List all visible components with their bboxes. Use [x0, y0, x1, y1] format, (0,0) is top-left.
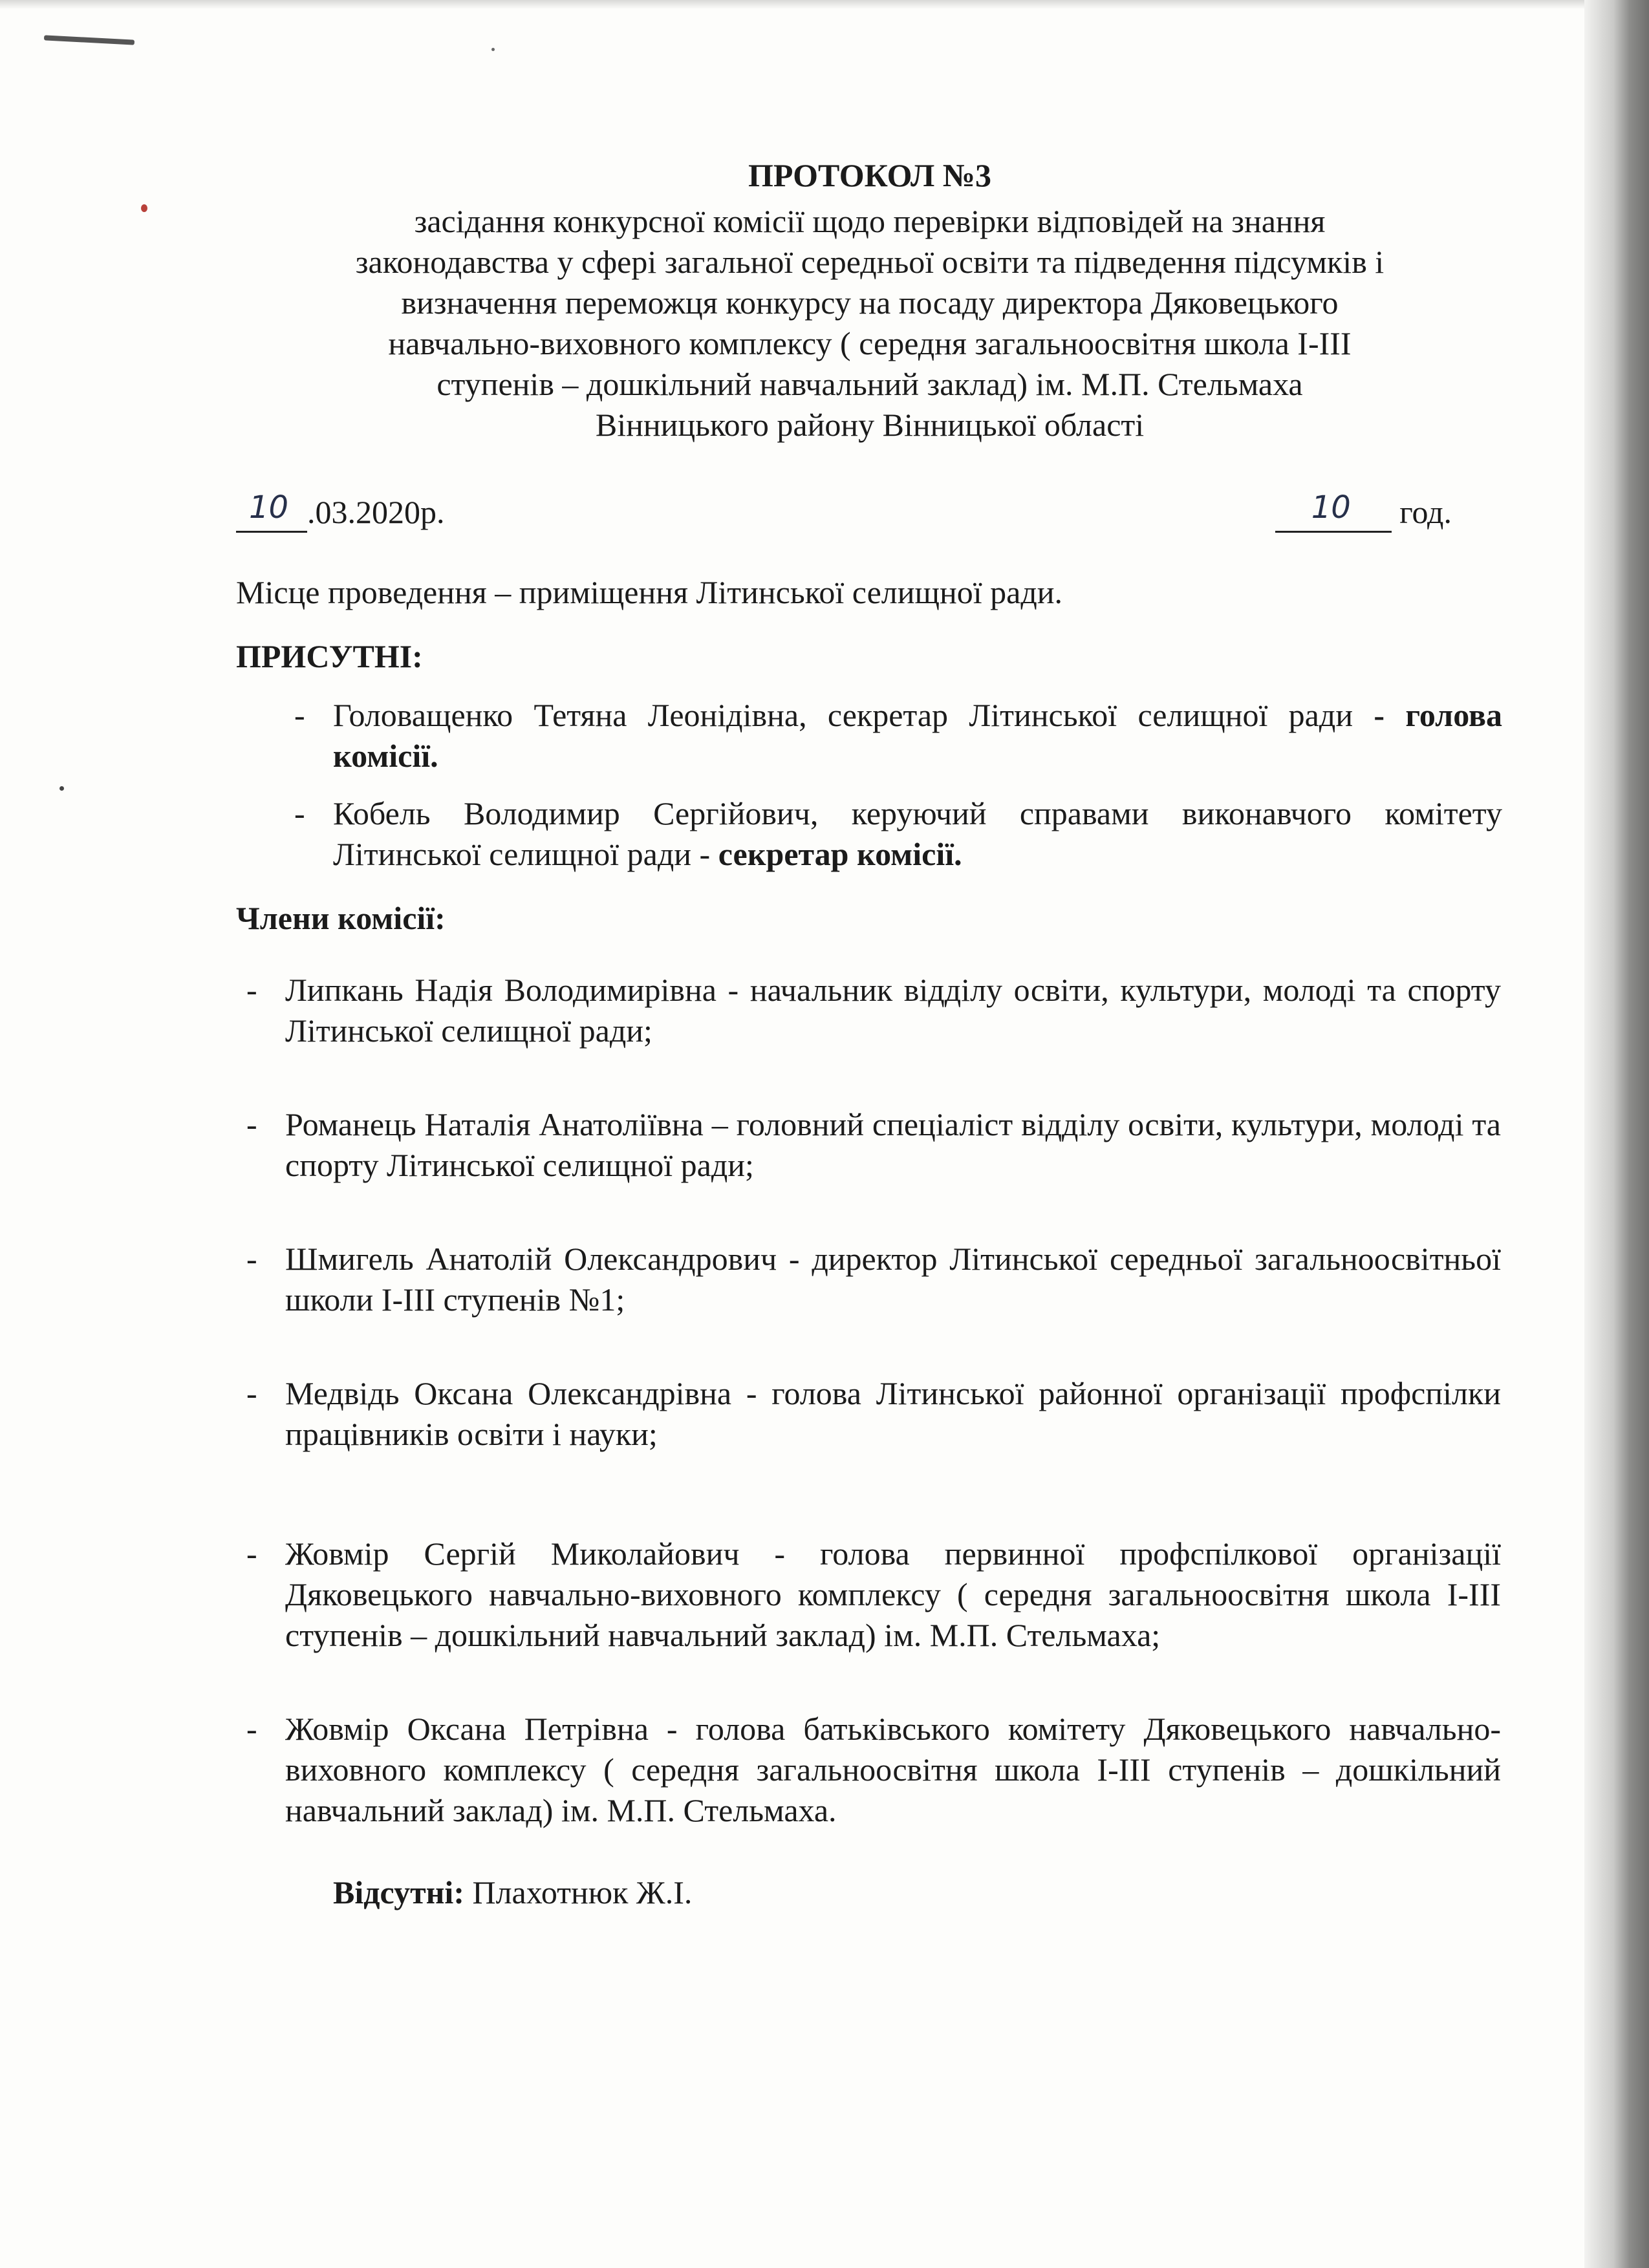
list-item	[294, 695, 1502, 776]
subtitle-line: засідання конкурсної комісії щодо перевірки відповідей на знання	[414, 203, 1326, 239]
scan-speck	[491, 48, 495, 51]
subtitle-line: ступенів – дошкільний навчальний заклад) ім. М.П. Стельмаха	[436, 366, 1303, 402]
scan-speck	[59, 786, 64, 791]
day-blank	[236, 489, 307, 533]
scan-speck	[141, 204, 147, 212]
protocol-page	[236, 155, 1503, 1913]
absent-names: Плахотнюк Ж.І.	[464, 1874, 693, 1910]
member-text: Медвідь Оксана Олександрівна - голова Літинської районної організації профспілки працівників освіти і науки;	[285, 1375, 1501, 1452]
list-dash: -	[246, 972, 257, 1008]
list-dash: -	[246, 1241, 257, 1277]
person-role: - голова комісії.	[333, 697, 1502, 774]
list-dash: -	[246, 1375, 257, 1411]
member-text: Шмигель Анатолій Олександрович - директор Літинської середньої загальноосвітньої школи І-ІІІ ступенів №1;	[285, 1241, 1501, 1318]
list-item	[246, 1239, 1501, 1320]
hour-suffix: год.	[1399, 494, 1452, 530]
member-text: Жовмір Оксана Петрівна - голова батьківського комітету Дяковецького навчально-виховного комплексу ( середня загальноосвітня школа І-ІІІ ступенів – дошкільний навчальний заклад) ім. М.П. Стельмаха.	[285, 1711, 1501, 1828]
person-text: Головащенко Тетяна Леонідівна, секретар Літинської селищної ради	[333, 697, 1374, 733]
list-dash: -	[246, 1535, 257, 1572]
member-text: Липкань Надія Володимирівна - начальник відділу освіти, культури, молоді та спорту Літинської селищної ради;	[285, 972, 1501, 1049]
subtitle-line: Вінницького району Вінницької області	[595, 407, 1145, 443]
scan-edge-shadow	[1584, 0, 1649, 2268]
hour-blank	[1275, 489, 1392, 533]
absent-line	[333, 1872, 1503, 1913]
list-dash: -	[294, 697, 305, 733]
present-list	[294, 695, 1502, 875]
member-text: Жовмір Сергій Миколайович - голова первинної профспілкової організації Дяковецького навчально-виховного комплексу ( середня загальноосвітня школа І-ІІІ ступенів – дошкільний навчальний заклад) ім. М.П. Стельмаха;	[285, 1535, 1501, 1653]
handwritten-hour: 10	[1311, 489, 1351, 526]
list-item	[246, 1534, 1501, 1656]
printed-date: .03.2020р.	[307, 494, 445, 530]
list-dash: -	[246, 1106, 257, 1142]
document-title: ПРОТОКОЛ №3	[748, 157, 992, 193]
date-time-row	[236, 489, 1503, 544]
members-heading: Члени комісії:	[236, 900, 446, 936]
meeting-time	[1275, 489, 1452, 533]
subtitle-line: законодавства у сфері загальної середньої освіти та підведення підсумків і	[355, 244, 1385, 280]
list-item	[246, 1373, 1501, 1455]
staple-mark	[44, 35, 135, 45]
subtitle-line: навчально-виховного комплексу ( середня загальноосвітня школа І-ІІІ	[388, 325, 1352, 361]
meeting-date	[236, 489, 445, 533]
present-heading: ПРИСУТНІ:	[236, 638, 423, 674]
person-text: Кобель Володимир Сергійович, керуючий справами виконавчого комітету Літинської селищної ради -	[333, 795, 1502, 872]
members-list	[246, 970, 1501, 1831]
list-dash: -	[294, 795, 305, 831]
scan-top-shadow	[0, 0, 1584, 9]
list-item	[246, 1104, 1501, 1186]
subtitle-line: визначення переможця конкурсу на посаду директора Дяковецького	[401, 284, 1339, 321]
document-subtitle	[236, 201, 1503, 445]
list-item	[246, 1709, 1501, 1831]
absent-label: Відсутні:	[333, 1874, 464, 1910]
meeting-place: Місце проведення – приміщення Літинської селищної ради.	[236, 574, 1063, 610]
member-text: Романець Наталія Анатоліївна – головний спеціаліст відділу освіти, культури, молоді та спорту Літинської селищної ради;	[285, 1106, 1501, 1183]
list-item	[294, 793, 1502, 875]
handwritten-day: 10	[249, 489, 289, 526]
list-item	[246, 970, 1501, 1051]
person-role: секретар комісії.	[718, 836, 962, 872]
list-dash: -	[246, 1711, 257, 1747]
